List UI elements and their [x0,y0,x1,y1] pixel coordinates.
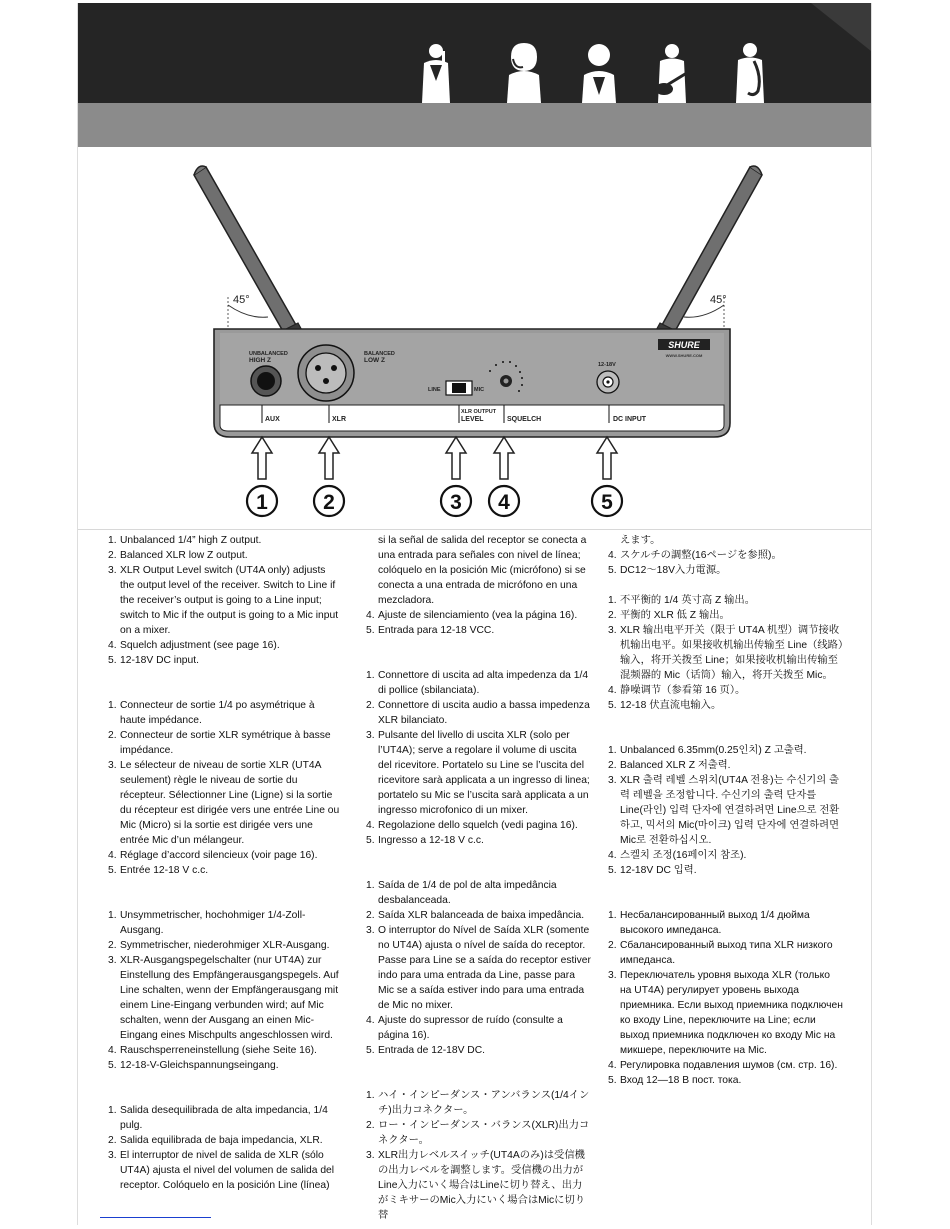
list-item: 3. El interruptor de nivel de salida de XLR (sólo UT4A) ajusta el nivel del volumen de salida del receptor. Colóquelo en la posición Line (línea) [108,1150,335,1191]
arrow-5 [597,437,617,479]
list-item: 4. Regolazione dello squelch (vedi pagina 16). [366,820,578,831]
list-item: 2. Connettore di uscita audio a bassa impedenza XLR bilanciato. [366,700,590,726]
angle-label-left: 45° [233,294,250,306]
label-volts: 12-18V [598,362,616,368]
list-item: 3. Pulsante del livello di uscita XLR (solo per l’UT4A); serve a regolare il volume di uscita del ricevitore. Portatelo su Line se l’uscita del ricevitore sarà applicata a un ingresso di linea; portatelo su Mic se l’uscita sarà applicata a un ingresso microfonico di un mixer. [366,730,590,816]
arrow-3 [446,437,466,479]
list-item: 2. Salida equilibrada de baja impedancia, XLR. [108,1135,323,1146]
left-antenna [194,166,310,353]
list-item: 5. Вход 12—18 В пост. тока. [608,1075,742,1086]
list-item: 5. 12-18 伏直流电输入。 [608,700,722,711]
list-item: 5. Entrée 12-18 V c.c. [108,865,209,876]
list-item: 5. Entrada para 12-18 VCC. [366,625,495,636]
callout-1 [247,486,277,516]
label-xlr-output: XLR OUTPUT [461,409,497,415]
footer-link-underline [100,1217,211,1218]
right-antenna [648,166,762,353]
list-item: 5. 12-18V DC 입력. [608,865,697,876]
list-item: 1. Salida desequilibrada de alta impedancia, 1/4 pulg. [108,1105,328,1131]
svg-text:4: 4 [498,491,510,514]
list-item: 1. 不平衡的 1/4 英寸高 Z 输出。 [608,595,756,606]
list-item: 4. Réglage d’accord silencieux (voir page 16). [108,850,318,861]
dc-input-jack [597,371,619,393]
label-level: LEVEL [461,416,484,423]
musician-vocalist-icon [578,41,620,103]
list-item: 1. Saída de 1/4 de pol de alta impedância desbalanceada. [366,880,557,906]
label-high-z: HIGH Z [249,357,272,364]
label-balanced: BALANCED [364,351,395,357]
label-squelch: SQUELCH [507,416,542,423]
list-italian [366,668,592,848]
arrow-2 [319,437,339,479]
list-item: 5. Ingresso a 12-18 V c.c. [366,835,484,846]
list-item: 2. Сбалансированный выход типа XLR низкого импеданса. [608,940,833,966]
list-french [108,698,340,878]
list-item: 2. Saída XLR balanceada de baixa impedância. [366,910,585,921]
list-item: 1. Unbalanced 1/4” high Z output. [108,535,262,546]
svg-text:SHURE: SHURE [668,340,700,350]
list-spanish-start [108,1103,340,1193]
list-english [108,533,340,668]
list-item: 1. Connecteur de sortie 1/4 po asymétrique à haute impédance. [108,700,315,726]
list-item: 3. XLR-Ausgangspegelschalter (nur UT4A) zur Einstellung des Empfängerausgangspegels. Auf Line schalten, wenn der Empfängerausgang mit einem Line-Eingang verbunden wird; auf Mic schalten, wenn der Ausgang an einen Mic-Eingang eines Mischpults angeschlossen wird. [108,955,339,1041]
label-low-z: LOW Z [364,357,385,364]
musician-headset-icon [503,41,545,103]
arrow-1 [252,437,272,479]
list-korean [608,743,844,878]
list-item: 1. Connettore di uscita ad alta impedenza da 1/4 di pollice (sbilanciata). [366,670,589,696]
svg-text:2: 2 [323,491,335,514]
list-item: 3. XLR 输出电平开关（限于 UT4A 机型）调节接收机输出电平。如果接收机输出传输至 Line（线路）输入，将开关拨至 Line；如果接收机输出传输至混频器的 Mic（话筒）输入，将开关拨至 Mic。 [608,625,844,681]
list-item: 4. Squelch adjustment (see page 16). [108,640,280,651]
header-gray-band [78,103,871,147]
column-3 [608,533,844,1103]
list-item: 4. Ajuste do supressor de ruído (consulte a página 16). [366,1015,563,1041]
svg-text:5: 5 [601,491,613,514]
list-item: 5. 12-18V DC input. [108,655,199,666]
label-aux: AUX [265,416,280,423]
manual-page [77,3,872,1225]
list-item: 2. Connecteur de sortie XLR symétrique à basse impédance. [108,730,331,756]
column-2 [366,533,592,1223]
list-item: 5. 12-18-V-Gleichspannungseingang. [108,1060,279,1071]
svg-text:3: 3 [450,491,462,514]
callout-3 [441,486,471,516]
list-item: 4. 静噪调节（参看第 16 页）。 [608,685,746,696]
list-item: 2. Symmetrischer, niederohmiger XLR-Ausgang. [108,940,330,951]
brand-url: WWW.SHURE.COM [665,353,703,358]
list-item: 3. XLR 출력 레벨 스위치(UT4A 전용)는 수신기의 출력 레벨을 조정합니다. 수신기의 출력 단자를 Line(라인) 입력 단자에 연결하려면 Line으로 전환하고, 믹서의 Mic(마이크) 입력 단자에 연결하려면 Mic로 전환하십시오. [608,775,840,846]
xlr-output-level-switch [446,381,472,395]
list-item: 1. ハイ・インピーダンス・アンバランス(1/4インチ)出力コネクター。 [366,1090,590,1116]
callout-2 [314,486,344,516]
xlr-connector [298,345,354,401]
callout-5 [592,486,622,516]
label-xlr: XLR [332,416,346,423]
aux-jack [251,366,281,396]
list-item: 2. Balanced XLR low Z output. [108,550,248,561]
list-item: 2. 平衡的 XLR 低 Z 输出。 [608,610,730,621]
musician-singer-icon [416,41,456,103]
header-corner-accent [811,3,871,51]
list-spanish-end [366,608,592,638]
list-item: 2. ロー・インピーダンス・バランス(XLR)出力コネクター。 [366,1120,590,1146]
list-item: 4. Регулировка подавления шумов (см. стр. 16). [608,1060,838,1071]
label-dc-input: DC INPUT [613,416,647,423]
list-japanese-end [608,548,844,578]
section-divider [78,529,871,530]
angle-label-right: 45° [710,294,727,306]
spanish-continued: si la señal de salida del receptor se conecta a una entrada para señales con nivel de línea; colóquelo en la posición Mic (micrófono) si se conecta a una entrada de micrófono en una mezcladora. [378,535,587,606]
list-item: 1. Unbalanced 6.35mm(0.25인치) Z 고출력. [608,745,807,756]
list-item: 3. Переключатель уровня выхода XLR (только на UT4A) регулирует уровень выхода приемника. Если выход приемника подключен ко входу Line, переключите на Line; если выход приемника подключен ко входу Mic на микшере, переключите на Mic. [608,970,843,1056]
musician-guitarist-icon [650,41,694,103]
list-item: 3. XLR出力レベルスイッチ(UT4Aのみ)は受信機の出力レベルを調整します。受信機の出力がLine入力にいく場合はLineに切り替え、出力がミキサーのMic入力にいく場合はMicに切り替 [366,1150,586,1221]
list-item: 2. Balanced XLR Z 저출력. [608,760,731,771]
list-item: 4. 스켈치 조정(16페이지 참조). [608,850,747,861]
list-chinese [608,593,844,713]
list-german [108,908,340,1073]
japanese-continued: えます。 [620,535,661,546]
list-item: 4. Rauschsperreneinstellung (siehe Seite 16). [108,1045,317,1056]
svg-text:1: 1 [256,491,268,514]
list-item: 3. Le sélecteur de niveau de sortie XLR (UT4A seulement) règle le niveau de sortie du récepteur. Sélectionner Line (Ligne) si la sortie du récepteur est dirigée vers une entrée Line ou Mic (Micro) si la sortie est dirigée vers une entrée Mic d’un mélangeur. [108,760,340,846]
list-russian [608,908,844,1088]
column-1 [108,533,340,1193]
list-item: 4. スケルチの調整(16ページを参照)。 [608,550,782,561]
list-japanese-start [366,1088,592,1223]
callout-4 [489,486,519,516]
list-item: 1. Несбалансированный выход 1/4 дюйма высокого импеданса. [608,910,810,936]
list-item: 5. DC12〜18V入力電源。 [608,565,727,576]
list-item: 5. Entrada de 12-18V DC. [366,1045,486,1056]
receiver-rear-panel-diagram [78,147,871,529]
list-item: 4. Ajuste de silenciamiento (vea la página 16). [366,610,578,621]
label-line: LINE [428,387,441,393]
arrow-4 [494,437,514,479]
list-item: 3. O interruptor do Nível de Saída XLR (somente no UT4A) ajusta o nível de saída do receptor. Passe para Line se a saída do receptor estiver indo para uma entrada da Line, passe para Mic se a saída estiver indo para uma entrada de Mic no mixer. [366,925,591,1011]
list-item: 3. XLR Output Level switch (UT4A only) adjusts the output level of the receiver. Switch to Line if the receiver’s output is going to a Line input; switch to Mic if the output is going to a Mic input on a mixer. [108,565,339,636]
list-item: 1. Unsymmetrischer, hochohmiger 1/4-Zoll-Ausgang. [108,910,306,936]
label-unbalanced: UNBALANCED [249,351,288,357]
list-portuguese [366,878,592,1058]
musician-saxophonist-icon [728,41,772,103]
label-mic: MIC [474,387,485,393]
shure-logo [658,339,710,358]
